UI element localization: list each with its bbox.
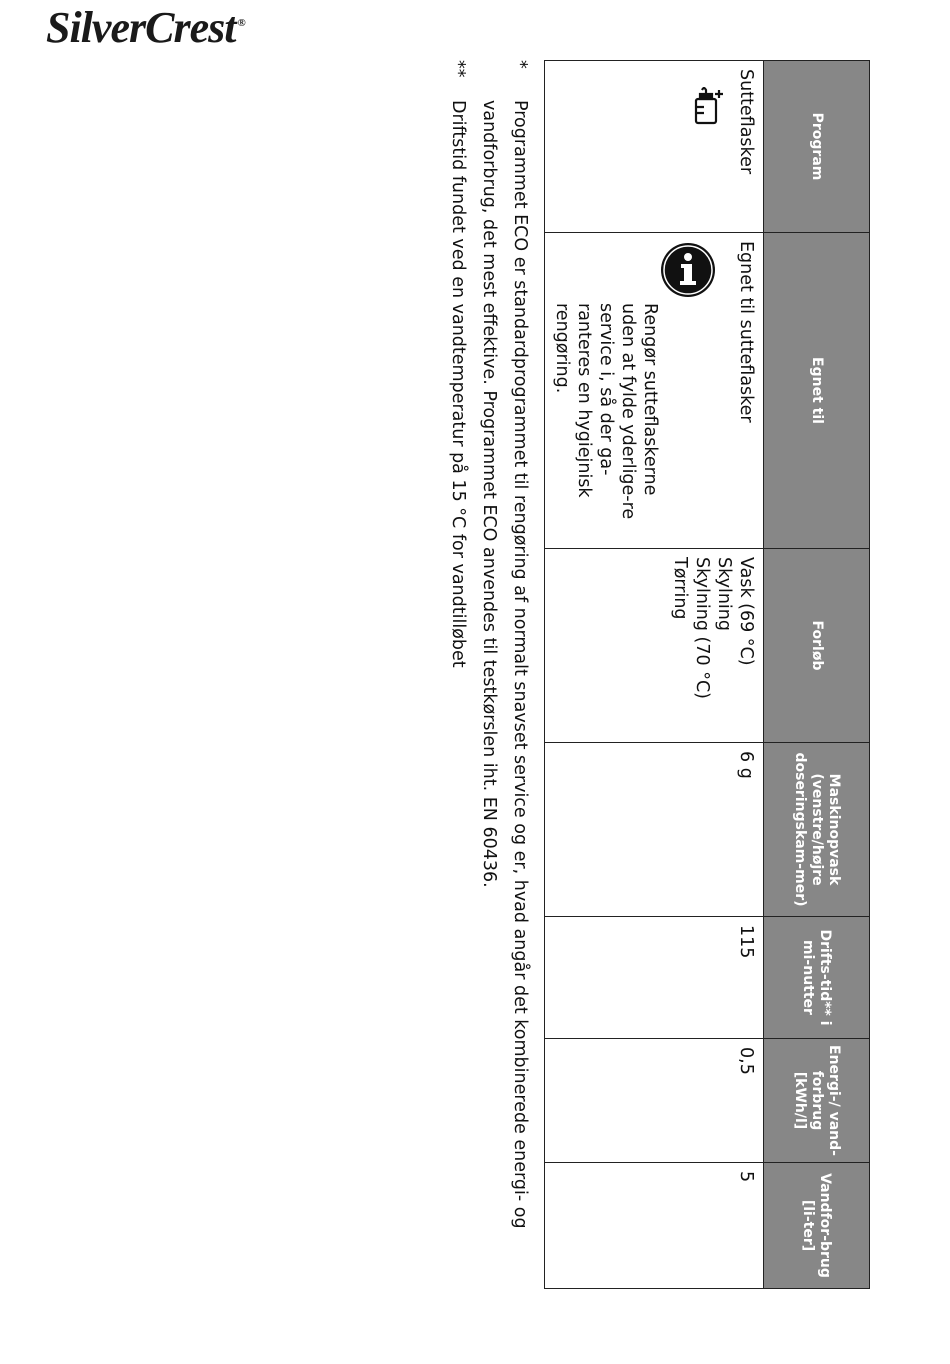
header-program: Program	[764, 61, 870, 233]
cell-energy: 0,5	[545, 1039, 764, 1163]
brand-name: SilverCrest	[46, 3, 236, 52]
program-name: Sutteflasker	[736, 69, 756, 175]
header-detergent: Maskinopvask (venstre/højre doseringskam-mer)	[764, 743, 870, 917]
baby-bottle-plus-icon	[685, 87, 727, 127]
step-item: Vask (69 °C)	[736, 557, 756, 666]
header-suited-for: Egnet til	[764, 233, 870, 549]
footnote-item	[473, 60, 535, 1288]
header-sequence: Forløb	[764, 549, 870, 743]
table-header-row	[764, 61, 870, 1289]
table-row	[545, 61, 764, 1289]
cell-suited-for	[545, 233, 764, 549]
footnotes	[442, 60, 535, 1288]
footnote-item	[442, 60, 473, 1288]
footnote-text: Programmet ECO er standardprogrammet til rengøring af normalt snavset service og er, hvad angår det kombinerede energi- og vandforbrug, det mest effektive. Programmet ECO anvendes til testkørslen iht. EN 60436.	[479, 100, 530, 1229]
header-water: Vandfor-brug [li-ter]	[764, 1163, 870, 1289]
info-note-text: Rengør sutteflaskerne uden at fylde yderlige-re service i, så der ga-ranteres en hygiejnisk rengøring.	[552, 303, 660, 520]
brand-logo	[46, 2, 245, 53]
header-runtime: Drifts-tid** i mi-nutter	[764, 917, 870, 1039]
step-item: Tørring	[670, 557, 690, 620]
info-icon	[659, 241, 717, 299]
cell-detergent: 6 g	[545, 743, 764, 917]
footnote-text: Driftstid fundet ved en vandtemperatur på 15 °C for vandtilløbet	[448, 100, 468, 668]
footnote-mark: **	[448, 60, 468, 78]
cell-water: 5	[545, 1163, 764, 1289]
info-note	[551, 241, 725, 540]
header-energy: Energi-/ vand-forbrug [kWh/l]	[764, 1039, 870, 1163]
cell-sequence	[545, 549, 764, 743]
cell-program	[545, 61, 764, 233]
suited-for-text: Egnet til sutteflasker	[736, 241, 756, 423]
cell-runtime: 115	[545, 917, 764, 1039]
step-item: Skylning	[714, 557, 734, 631]
program-table	[544, 60, 870, 1289]
step-item: Skylning (70 °C)	[692, 557, 712, 700]
rotated-page-content	[448, 60, 870, 1290]
footnote-mark: *	[510, 60, 530, 69]
registered-mark: ®	[237, 17, 245, 30]
